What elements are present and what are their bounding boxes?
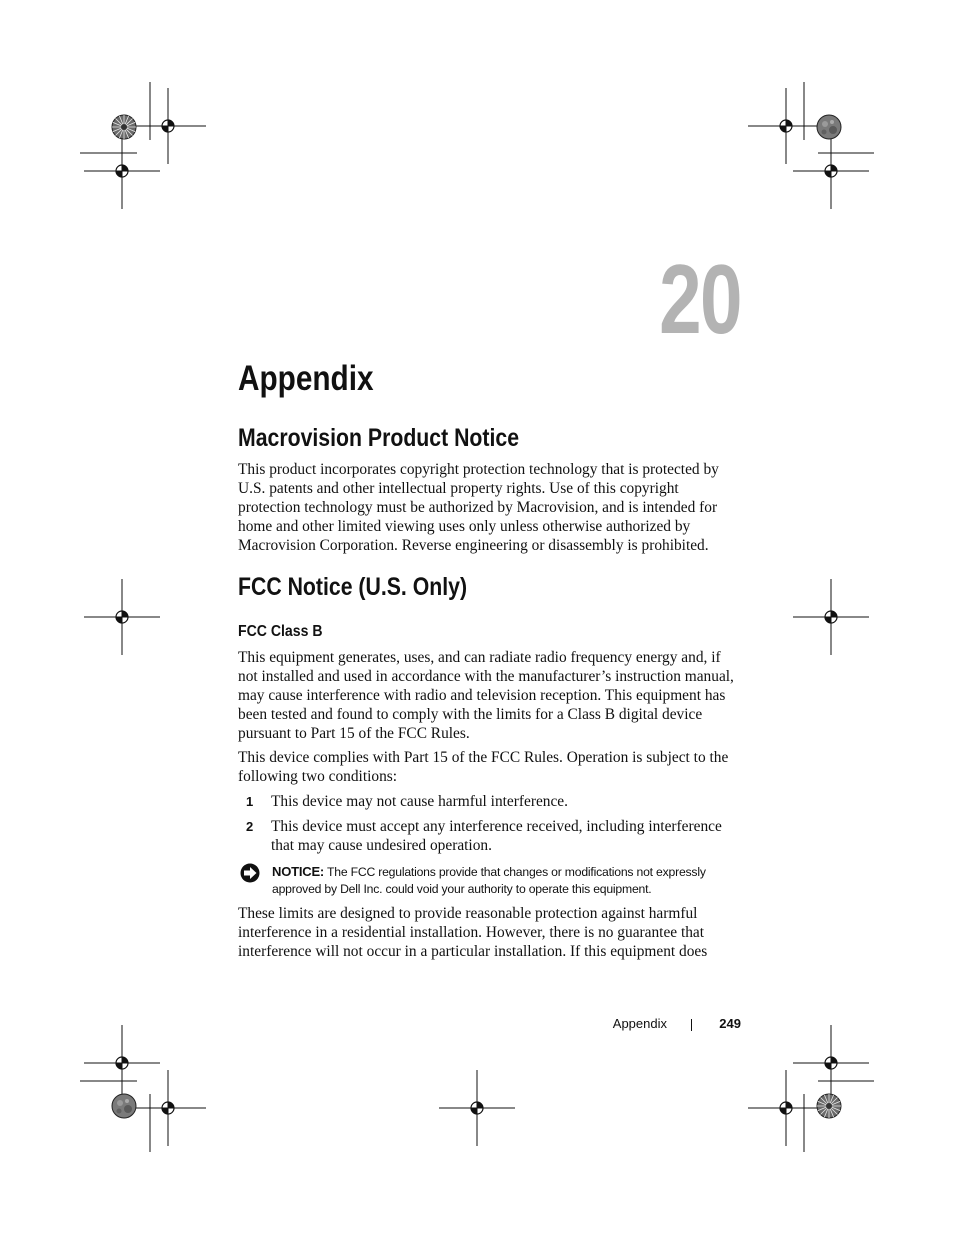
fcc-paragraph-1: This equipment generates, uses, and can radiate radio frequency energy and, if not installed and used in accordance with the manufacturer’s instruction manual, may cause interference with radio and television reception. This equipment has been tested and found to comply with the limits for a Class B digital device pursuant to Part 15 of the FCC Rules. <box>238 649 734 742</box>
registration-mark-icon <box>130 88 206 164</box>
registration-mark-icon <box>793 133 869 209</box>
registration-mark-icon <box>748 1070 824 1146</box>
notice-text <box>272 863 745 898</box>
fcc-class-b-heading: FCC Class B <box>238 623 323 640</box>
list-item <box>246 792 741 811</box>
registration-mark-icon <box>748 88 824 164</box>
notice-body: The FCC regulations provide that changes or modifications not expressly approved by Dell Inc. could void your authority to operate this equipment. <box>272 865 706 896</box>
page-number: 249 <box>719 1016 741 1031</box>
notice-box <box>240 863 745 898</box>
color-target-icon <box>817 115 841 139</box>
footer-section-title: Appendix <box>612 1016 667 1031</box>
list-item <box>246 817 741 855</box>
fcc-paragraph-3: These limits are designed to provide reasonable protection against harmful interference in a residential installation. However, there is no guarantee that interference will not occur in a particular installation. If this equipment does <box>238 905 708 960</box>
color-target-icon <box>112 1094 136 1118</box>
list-item-text: This device may not cause harmful interference. <box>271 793 568 810</box>
fcc-paragraph-2: This device complies with Part 15 of the FCC Rules. Operation is subject to the following two conditions: <box>238 749 729 785</box>
notice-arrow-icon <box>240 863 272 898</box>
registration-mark-icon <box>84 133 160 209</box>
registration-mark-icon <box>793 1025 869 1101</box>
color-target-icon <box>817 1094 841 1118</box>
registration-mark-icon <box>84 1025 160 1101</box>
chapter-title: Appendix <box>238 359 374 398</box>
chapter-number: 20 <box>659 244 741 354</box>
registration-mark-icon <box>130 1070 206 1146</box>
color-target-icon <box>112 115 136 139</box>
registration-mark-icon <box>793 579 869 655</box>
fcc-conditions-list <box>246 792 741 855</box>
list-item-number: 1 <box>246 794 254 809</box>
list-item-number: 2 <box>246 819 254 834</box>
notice-label: NOTICE: <box>272 864 325 879</box>
registration-mark-icon <box>439 1070 515 1146</box>
registration-mark-icon <box>84 579 160 655</box>
fcc-heading: FCC Notice (U.S. Only) <box>238 573 468 601</box>
macrovision-heading: Macrovision Product Notice <box>238 424 520 452</box>
list-item-text: This device must accept any interference received, including interference that may cause undesired operation. <box>271 818 722 854</box>
macrovision-paragraph: This product incorporates copyright protection technology that is protected by U.S. patents and other intellectual property rights. Use of this copyright protection technology must be authorized by Macrovision, and is intended for home and other limited viewing uses only unless otherwise authorized by Macrovision Corporation. Reverse engineering or disassembly is prohibited. <box>238 461 719 554</box>
footer-separator <box>691 1019 692 1031</box>
